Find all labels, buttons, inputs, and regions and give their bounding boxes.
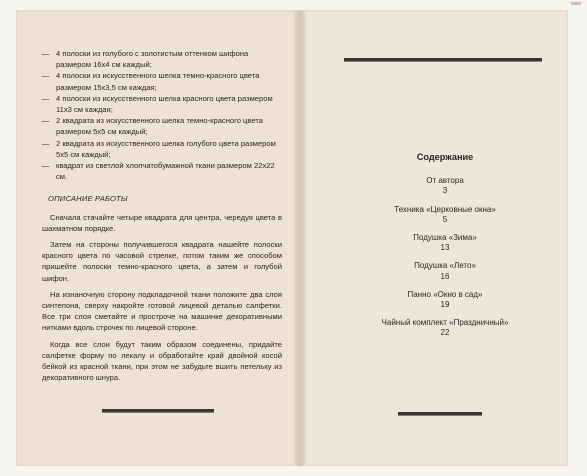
toc-item: [350, 318, 540, 338]
toc-item-title: Панно «Окно в сад»: [407, 289, 483, 299]
paragraph: Сначала стачайте четыре квадрата для центра, чередуя цвета в шахматном порядке.: [42, 212, 282, 233]
left-page-content: [42, 48, 282, 388]
list-item: — 4 полоски из искусственного шелка красного цвета размером 11х3 см каждая;: [42, 93, 273, 115]
list-item: — 4 полоски из искусственного шелка темно-красного цвета размером 15х3,5 см каждая;: [42, 71, 260, 92]
toc-item-page: 5: [442, 214, 448, 224]
toc-item-page: 13: [440, 243, 450, 253]
materials-list: [42, 48, 282, 182]
paragraph: На изнаночную сторону подкладочной ткани положите два слоя синтепона, сверху накройте готовой лицевой деталью салфетки. Все три слоя сметайте и простроче на машинке декоративными нитками вдоль строчек по лицевой стороне.: [42, 289, 282, 333]
toc-item: [350, 233, 540, 253]
paragraph: Затем на стороны получившегося квадрата нашейте полоски красного цвета по часовой стрелке, потом таким же способом пришейте полоски темно-красного цвета, а затем и голубой шифон.: [42, 240, 282, 283]
paragraph: Когда все слои будут таким образом соединены, придайте салфетке форму по лекалу и обработайте край двойной косой бейкой из красной ткани, при этом не забудьте вшить петельку из декоративного шнура.: [42, 339, 282, 383]
toc-item-page: 3: [442, 186, 448, 196]
list-item: — квадрат из светлой хлопчатобумажной ткани размером 22х22 см.: [42, 161, 275, 182]
scan-edge-mark: [571, 2, 581, 5]
toc-item-page: 22: [440, 328, 450, 338]
table-of-contents: [350, 152, 540, 347]
toc-item: [350, 290, 540, 310]
toc-item: [350, 205, 540, 225]
right-top-rule: [344, 58, 542, 62]
list-item: — 2 квадрата из искусственного шелка голубого цвета размером 5х5 см каждый;: [42, 138, 276, 159]
toc-item-page: 19: [440, 300, 450, 310]
toc-item: [350, 261, 540, 281]
left-bottom-rule: [102, 409, 214, 413]
toc-item-title: Подушка «Зима»: [413, 233, 477, 243]
toc-item-title: Подушка «Лето»: [414, 261, 476, 271]
toc-item-title: От автора: [426, 176, 464, 186]
toc-item-title: Чайный комплект «Праздничный»: [381, 318, 509, 328]
right-bottom-rule: [398, 412, 482, 416]
toc-item-page: 16: [440, 271, 450, 281]
book-gutter: [294, 10, 306, 466]
toc-item: [350, 176, 540, 196]
list-item: — 2 квадрата из искусственного шелка темно-красного цвета размером 5х5 см каждый;: [42, 116, 263, 137]
list-item: — 4 полоски из голубого с золотистым оттенком шифона размером 16х4 см каждый;: [42, 49, 249, 70]
toc-title: Содержание: [416, 152, 474, 162]
toc-item-title: Техника «Церковные окна»: [394, 204, 496, 214]
section-title: ОПИСАНИЕ РАБОТЫ: [48, 194, 128, 204]
